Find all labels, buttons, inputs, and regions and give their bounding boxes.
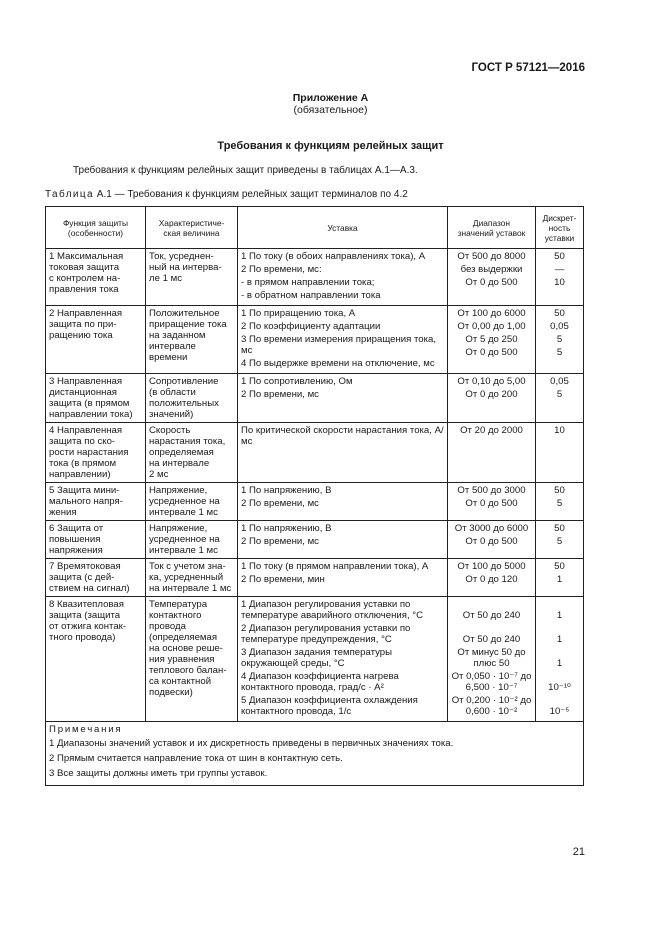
step-value: 5 xyxy=(556,498,563,509)
characteristic-cell xyxy=(146,306,238,374)
table-row xyxy=(46,423,584,483)
step-cell xyxy=(536,559,584,597)
note-item: 3 Все защиты должны иметь три группы уставок. xyxy=(49,768,268,779)
table-caption xyxy=(45,189,408,200)
step-value: 1 xyxy=(556,634,563,645)
function-line: с контролем на- xyxy=(49,273,121,284)
range-value: От 50 до 240 xyxy=(462,610,521,621)
setting-item: 2 По коэффициенту адаптации xyxy=(241,321,381,332)
characteristic-line: приращение тока xyxy=(149,319,227,330)
setting-cell xyxy=(238,374,448,423)
function-line: правления тока xyxy=(49,284,119,295)
range-cell xyxy=(448,483,536,521)
range-value: От 0 до 500 xyxy=(465,536,518,547)
characteristic-line: ния уравнения xyxy=(149,654,215,665)
step-value: 5 xyxy=(556,334,563,345)
range-value: От 500 до 3000 xyxy=(457,485,526,496)
header-characteristic-line: Характеристиче- xyxy=(158,217,225,228)
function-line: 4 Направленная xyxy=(49,425,123,436)
characteristic-line: подвески) xyxy=(149,687,193,698)
step-value: 10 xyxy=(554,425,565,436)
step-value: 50 xyxy=(554,523,565,534)
table-row xyxy=(46,249,584,306)
step-value: — xyxy=(554,264,565,275)
range-value: От 0,200 · 10⁻² до 0,600 · 10⁻² xyxy=(451,695,532,717)
characteristic-line: усредненное на xyxy=(149,534,220,545)
characteristic-line: на заданном xyxy=(149,330,206,341)
range-value: От 0 до 500 xyxy=(465,498,518,509)
step-value: 1 xyxy=(556,610,563,621)
range-cell xyxy=(448,423,536,483)
requirements-table xyxy=(45,206,584,786)
range-value: От 0 до 500 xyxy=(465,277,518,288)
note-item: 1 Диапазоны значений уставок и их дискретность приведены в первичных значениях тока. xyxy=(49,738,454,749)
setting-item: - в прямом направлении тока; xyxy=(241,277,375,288)
characteristic-cell xyxy=(146,423,238,483)
step-value: 10⁻¹⁰ xyxy=(548,682,571,693)
function-cell xyxy=(46,249,146,306)
function-line: 2 Направленная xyxy=(49,308,123,319)
range-value: От минус 50 до плюс 50 xyxy=(457,647,526,669)
range-value: От 100 до 5000 xyxy=(457,561,526,572)
function-line: мального напря- xyxy=(49,496,123,507)
step-value: 5 xyxy=(556,536,563,547)
characteristic-line: Сопротивление xyxy=(149,376,219,387)
function-cell xyxy=(46,423,146,483)
setting-cell xyxy=(238,597,448,722)
characteristic-line: Температура xyxy=(149,599,208,610)
setting-item: 1 По току (в обоих направлениях тока), А xyxy=(241,251,426,262)
characteristic-line: Напряжение, xyxy=(149,523,208,534)
range-value: От 20 до 2000 xyxy=(460,425,523,436)
characteristic-line: Скорость xyxy=(149,425,191,436)
setting-item: - в обратном направлении тока xyxy=(241,290,381,301)
function-line: ращению тока xyxy=(49,330,113,341)
setting-item: 1 По напряжению, В xyxy=(241,523,332,534)
characteristic-line: Положительное xyxy=(149,308,220,319)
characteristic-line: времени xyxy=(149,352,188,363)
range-cell xyxy=(448,249,536,306)
step-cell xyxy=(536,306,584,374)
table-row xyxy=(46,374,584,423)
table-row xyxy=(46,483,584,521)
setting-item: 1 По напряжению, В xyxy=(241,485,332,496)
function-line: 5 Защита мини- xyxy=(49,485,120,496)
range-value: От 0 до 500 xyxy=(465,347,518,358)
characteristic-line: са контактной xyxy=(149,676,212,687)
header-step-line: уставки xyxy=(544,232,575,243)
table-row xyxy=(46,521,584,559)
characteristic-line: значений) xyxy=(149,409,194,420)
step-value: 50 xyxy=(554,251,565,262)
function-line: направлении) xyxy=(49,469,111,480)
step-value: 0,05 xyxy=(550,376,569,387)
function-line: защита (защита xyxy=(49,610,121,621)
function-line: жения xyxy=(49,507,77,518)
function-line: защита по ско- xyxy=(49,436,116,447)
characteristic-line: на интервале xyxy=(149,458,210,469)
header-range-line: Диапазон xyxy=(472,217,511,228)
function-line: 8 Квазитепловая xyxy=(49,599,124,610)
function-line: токовая защита xyxy=(49,262,120,273)
characteristic-cell xyxy=(146,249,238,306)
range-value: От 5 до 250 xyxy=(465,334,518,345)
setting-cell xyxy=(238,306,448,374)
characteristic-line: 2 мс xyxy=(149,469,169,480)
header-step xyxy=(536,207,584,249)
characteristic-line: Ток, усреднен- xyxy=(149,251,214,262)
characteristic-line: на основе реше- xyxy=(149,643,223,654)
function-cell xyxy=(46,559,146,597)
function-line: напряжения xyxy=(49,545,103,556)
characteristic-line: усредненное на xyxy=(149,496,220,507)
setting-cell xyxy=(238,249,448,306)
range-value: От 3000 до 6000 xyxy=(454,523,529,534)
range-value: От 100 до 6000 xyxy=(457,308,526,319)
function-line: 3 Направленная xyxy=(49,376,123,387)
table-row xyxy=(46,306,584,374)
step-cell xyxy=(536,423,584,483)
step-value: 0,05 xyxy=(550,321,569,332)
range-value: От 0,050 · 10⁻⁷ до 6,500 · 10⁻⁷ xyxy=(451,671,532,693)
header-step-line: ность xyxy=(548,222,571,233)
setting-item: 3 По времени измерения приращения тока, мс xyxy=(241,334,437,356)
notes-cell xyxy=(46,722,584,786)
header-setting: Уставка xyxy=(238,207,448,249)
header-function xyxy=(46,207,146,249)
setting-cell xyxy=(238,483,448,521)
function-line: 7 Времятоковая xyxy=(49,561,121,572)
header-characteristic-line: ская величина xyxy=(163,227,220,238)
table-caption-label: Таблица xyxy=(45,189,95,200)
characteristic-line: Напряжение, xyxy=(149,485,208,496)
function-line: защита (в прямом xyxy=(49,398,130,409)
characteristic-line: провода xyxy=(149,621,186,632)
range-cell xyxy=(448,306,536,374)
header-range-line: значений уставок xyxy=(457,227,526,238)
characteristic-line: определяемая xyxy=(149,447,214,458)
setting-item: 1 По току (в прямом направлении тока), А xyxy=(241,561,429,572)
function-line: защита по при- xyxy=(49,319,117,330)
setting-item: 1 По приращению тока, А xyxy=(241,308,356,319)
characteristic-line: положительных xyxy=(149,398,219,409)
characteristic-line: нарастания тока, xyxy=(149,436,226,447)
function-cell xyxy=(46,374,146,423)
function-line: тного провода) xyxy=(49,632,116,643)
function-line: 6 Защита от xyxy=(49,523,104,534)
note-item: 2 Прямым считается направление тока от шин в контактную сеть. xyxy=(49,753,343,764)
step-value: 5 xyxy=(556,389,563,400)
characteristic-cell xyxy=(146,374,238,423)
setting-item: 3 Диапазон задания температуры окружающей среды, °С xyxy=(241,647,393,669)
characteristic-line: на интервале 1 мс xyxy=(149,583,232,594)
page-number: 21 xyxy=(572,846,585,858)
characteristic-line: (в области xyxy=(149,387,196,398)
step-value: 5 xyxy=(556,347,563,358)
characteristic-line: интервале xyxy=(149,341,196,352)
header-function-line: (особенности) xyxy=(67,227,124,238)
function-line: защита (с дей- xyxy=(49,572,115,583)
characteristic-cell xyxy=(146,597,238,722)
notes-row xyxy=(46,722,584,786)
function-line: от отжига контак- xyxy=(49,621,127,632)
header-range xyxy=(448,207,536,249)
function-cell xyxy=(46,306,146,374)
setting-cell xyxy=(238,559,448,597)
setting-item: 1 По сопротивлению, Ом xyxy=(241,376,353,387)
characteristic-cell xyxy=(146,559,238,597)
characteristic-cell xyxy=(146,483,238,521)
range-value: От 0,00 до 1,00 xyxy=(457,321,526,332)
range-value: От 0 до 120 xyxy=(465,574,518,585)
setting-item: 1 Диапазон регулирования уставки по температуре аварийного отключения, °С xyxy=(241,599,424,621)
intro-paragraph: Требования к функциям релейных защит приведены в таблицах А.1—А.3. xyxy=(73,165,418,176)
characteristic-line: интервале 1 мс xyxy=(149,545,218,556)
annex-title: Приложение А xyxy=(292,92,369,104)
table-caption-text: А.1 — Требования к функциям релейных защит терминалов по 4.2 xyxy=(94,189,408,200)
step-cell xyxy=(536,374,584,423)
setting-item: По критической скорости нарастания тока, А/мс xyxy=(241,425,444,447)
header-characteristic xyxy=(146,207,238,249)
range-cell xyxy=(448,597,536,722)
function-line: тока (в прямом xyxy=(49,458,117,469)
notes-title: Примечания xyxy=(49,724,123,735)
annex-status: (обязательное) xyxy=(293,104,368,116)
characteristic-cell xyxy=(146,521,238,559)
range-value: без выдержки xyxy=(460,264,523,275)
characteristic-line: ка, усредненный xyxy=(149,572,224,583)
table-header-row xyxy=(46,207,584,249)
setting-item: 5 Диапазон коэффициента охлаждения контактного провода, 1/с xyxy=(241,695,418,717)
function-cell xyxy=(46,597,146,722)
setting-item: 4 По выдержке времени на отключение, мс xyxy=(241,358,435,369)
characteristic-line: ле 1 мс xyxy=(149,273,182,284)
setting-item: 2 По времени, мс: xyxy=(241,264,322,275)
setting-cell xyxy=(238,423,448,483)
step-value: 10⁻⁵ xyxy=(549,706,570,717)
characteristic-line: интервале 1 мс xyxy=(149,507,218,518)
setting-item: 2 По времени, мс xyxy=(241,498,319,509)
function-line: рости нарастания xyxy=(49,447,129,458)
step-value: 50 xyxy=(554,561,565,572)
step-cell xyxy=(536,483,584,521)
setting-item: 2 По времени, мин xyxy=(241,574,325,585)
function-line: ствием на сигнал) xyxy=(49,583,130,594)
section-title: Требования к функциям релейных защит xyxy=(217,140,444,152)
setting-item: 2 Диапазон регулирования уставки по температуре предупреждения, °С xyxy=(241,623,411,645)
header-function-line: Функция защиты xyxy=(62,217,129,228)
function-cell xyxy=(46,483,146,521)
document-code: ГОСТ Р 57121—2016 xyxy=(471,62,585,74)
table-row xyxy=(46,597,584,722)
characteristic-line: Ток с учетом зна- xyxy=(149,561,226,572)
range-cell xyxy=(448,374,536,423)
characteristic-line: ный на интерва- xyxy=(149,262,222,273)
setting-cell xyxy=(238,521,448,559)
step-cell xyxy=(536,597,584,722)
step-value: 50 xyxy=(554,485,565,496)
range-cell xyxy=(448,521,536,559)
function-line: дистанционная xyxy=(49,387,117,398)
setting-item: 4 Диапазон коэффициента нагрева контактного провода, град/с · А² xyxy=(241,671,399,693)
range-value: От 50 до 240 xyxy=(462,634,521,645)
function-line: направлении тока) xyxy=(49,409,133,420)
header-step-line: Дискрет- xyxy=(542,212,577,223)
setting-item: 2 По времени, мс xyxy=(241,536,319,547)
step-cell xyxy=(536,521,584,559)
range-value: От 0,10 до 5,00 xyxy=(457,376,526,387)
function-line: 1 Максимальная xyxy=(49,251,124,262)
characteristic-line: (определяемая xyxy=(149,632,218,643)
step-value: 1 xyxy=(556,574,563,585)
function-line: повышения xyxy=(49,534,101,545)
characteristic-line: контактного xyxy=(149,610,202,621)
characteristic-line: теплового балан- xyxy=(149,665,227,676)
step-value: 50 xyxy=(554,308,565,319)
setting-item: 2 По времени, мс xyxy=(241,389,319,400)
range-value: От 0 до 200 xyxy=(465,389,518,400)
range-cell xyxy=(448,559,536,597)
step-value: 1 xyxy=(556,658,563,669)
step-cell xyxy=(536,249,584,306)
range-value: От 500 до 8000 xyxy=(457,251,526,262)
step-value: 10 xyxy=(554,277,565,288)
table-row xyxy=(46,559,584,597)
function-cell xyxy=(46,521,146,559)
